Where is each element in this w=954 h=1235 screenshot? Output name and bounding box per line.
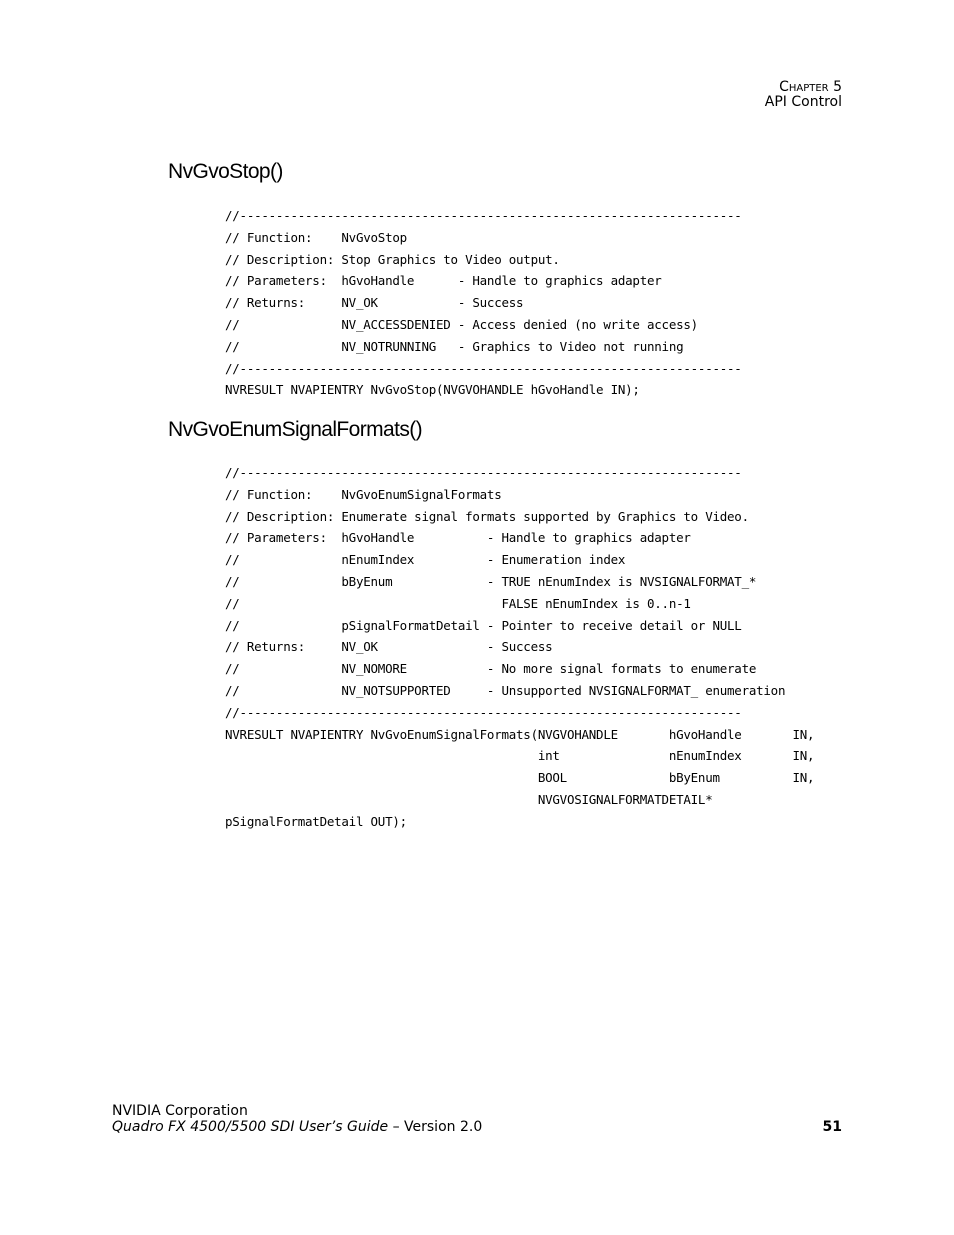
function-heading-nvgvoenumsignalformats: NvGvoEnumSignalFormats() [168, 418, 423, 441]
page-number: 51 [822, 1119, 842, 1135]
document-title-line [112, 1119, 482, 1135]
document-title: Quadro FX 4500/5500 SDI User’s Guide [112, 1119, 389, 1135]
code-block-nvgvostop: //--------------------------------------------------------------------- // Function: NvGvoStop // Description: Stop Graphics to Video output. // Parameters: hGvoHandle - Handle to graphics adapter // Returns: NV_OK - Success // NV_ACCESSDENIED - Access denied (no write access) // NV_NOTRUNNING - Graphics to Video not running //--------------------------------------------------------------------- NVRESULT NVAPIENTRY NvGvoStop(NVGVOHANDLE hGvoHandle IN); [225, 208, 742, 398]
chapter-label: Chapter 5 [779, 79, 842, 95]
document-version: – Version 2.0 [388, 1119, 483, 1135]
running-header [765, 80, 842, 110]
function-heading-nvgvostop: NvGvoStop() [168, 160, 283, 183]
code-block-nvgvoenumsignalformats: //--------------------------------------------------------------------- // Function: NvGvoEnumSignalFormats // Description: Enumerate signal formats supported by Graphics to Video. // Parameters: hGvoHandle - Handle to graphics adapter // nEnumIndex - Enumeration index // bByEnum - TRUE nEnumIndex is NVSIGNALFORMAT_* // FALSE nEnumIndex is 0..n-1 // pSignalFormatDetail - Pointer to receive detail or NULL // Returns: NV_OK - Success // NV_NOMORE - No more signal formats to enumerate // NV_NOTSUPPORTED - Unsupported NVSIGNALFORMAT_ enumeration //--------------------------------------------------------------------- NVRESULT NVAPIENTRY NvGvoEnumSignalFormats(NVGVOHANDLE hGvoHandle IN, int nEnumIndex IN, BOOL bByEnum IN, NVGVOSIGNALFORMATDETAIL* pSignalFormatDetail OUT); [225, 465, 815, 829]
page-footer [112, 1103, 482, 1135]
section-label: API Control [764, 94, 842, 110]
company-name: NVIDIA Corporation [112, 1103, 248, 1119]
